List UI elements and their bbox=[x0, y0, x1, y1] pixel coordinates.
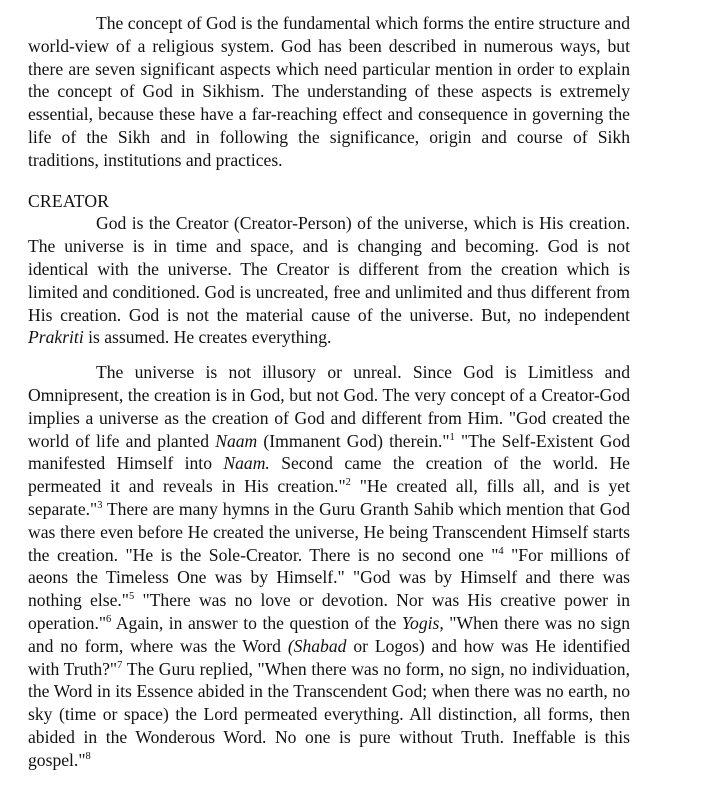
text-run: Second came the creation of the world. He permeated it and reveals in His creation." bbox=[28, 453, 630, 497]
text-run: (Immanent God) therein." bbox=[257, 430, 450, 451]
text-run: "When there was no sign and no form, where was the Word bbox=[28, 612, 631, 656]
text-run: God is the Creator (Creator-Person) of the universe, which is His creation. The universe is in time and space, and is changing and becoming. God is not identical with the universe. The Creator is different from the creation which is limited and conditioned. God is uncreated, free and unlimited and thus different from His creation. God is not the material cause of the universe. But, no independent bbox=[28, 213, 630, 325]
text-run: "For millions of aeons the Timeless One was by Himself." "God was by Himself and there was nothing else." bbox=[28, 544, 630, 611]
creator-paragraph-1 bbox=[28, 212, 630, 349]
section-heading: CREATOR bbox=[28, 190, 110, 211]
footnote-ref-7: 7 bbox=[117, 659, 123, 671]
footnote-ref-5: 5 bbox=[128, 591, 135, 603]
footnote-ref-6: 6 bbox=[106, 613, 112, 625]
footnote-ref-4: 4 bbox=[498, 545, 504, 557]
italic-term-yogis: Yogis, bbox=[401, 612, 444, 633]
text-run: is assumed. He creates everything. bbox=[83, 327, 332, 348]
footnote-ref-8: 8 bbox=[85, 750, 91, 762]
text-run: There are many hymns in the Guru Granth Sahib which mention that God was there even before He created the universe, He being Transcendent Himself starts the creation. "He is the Sole-Creator. There is no second one " bbox=[28, 498, 630, 565]
text-run: "The Self-Existent God manifested Himself into bbox=[28, 430, 631, 474]
text-run: The universe is not illusory or unreal. Since God is Limitless and Omnipresent, the creation is in God, but not God. The very concept of a Creator-God implies a universe as the creation of God and different from Him. "God created the world of life and planted bbox=[28, 362, 630, 451]
italic-term-naam: Naam. bbox=[223, 453, 270, 474]
text-run: "There was no love or devotion. Nor was His creative power in operation." bbox=[28, 590, 630, 633]
footnote-ref-1: 1 bbox=[449, 431, 455, 443]
text-run: The Guru replied, "When there was no form, no sign, no individuation, the Word in its Essence abided in the Transcendent God; when there was no earth, no sky (time or space) the Lord permeated everything. All distinction, all forms, then abided in the Wonderous Word. No one is pure without Truth. Ineffable is this gospel." bbox=[28, 658, 630, 770]
text-run: "He created all, fills all, and is yet separate." bbox=[28, 476, 630, 519]
text-run: Again, in answer to the question of the bbox=[111, 612, 402, 633]
footnote-ref-3: 3 bbox=[97, 499, 103, 511]
italic-term-shabad: (Shabad bbox=[287, 635, 347, 656]
italic-term-naam: Naam bbox=[215, 430, 258, 451]
text-run: or Logos) and how was He identified with Truth?" bbox=[28, 635, 630, 679]
footnote-ref-2: 2 bbox=[345, 477, 351, 489]
italic-term-prakriti: Prakriti bbox=[28, 327, 84, 348]
document-page bbox=[28, 12, 630, 772]
creator-paragraph-2 bbox=[28, 361, 630, 771]
intro-paragraph: The concept of God is the fundamental which forms the entire structure and world-view of a religious system. God has been described in numerous ways, but there are seven significant aspects which need particular mention in order to explain the concept of God in Sikhism. The understanding of these aspects is extremely essential, because these have a far-reaching effect and consequence in governing the life of the Sikh and in following the significance, origin and course of Sikh traditions, institutions and practices. bbox=[28, 13, 630, 170]
